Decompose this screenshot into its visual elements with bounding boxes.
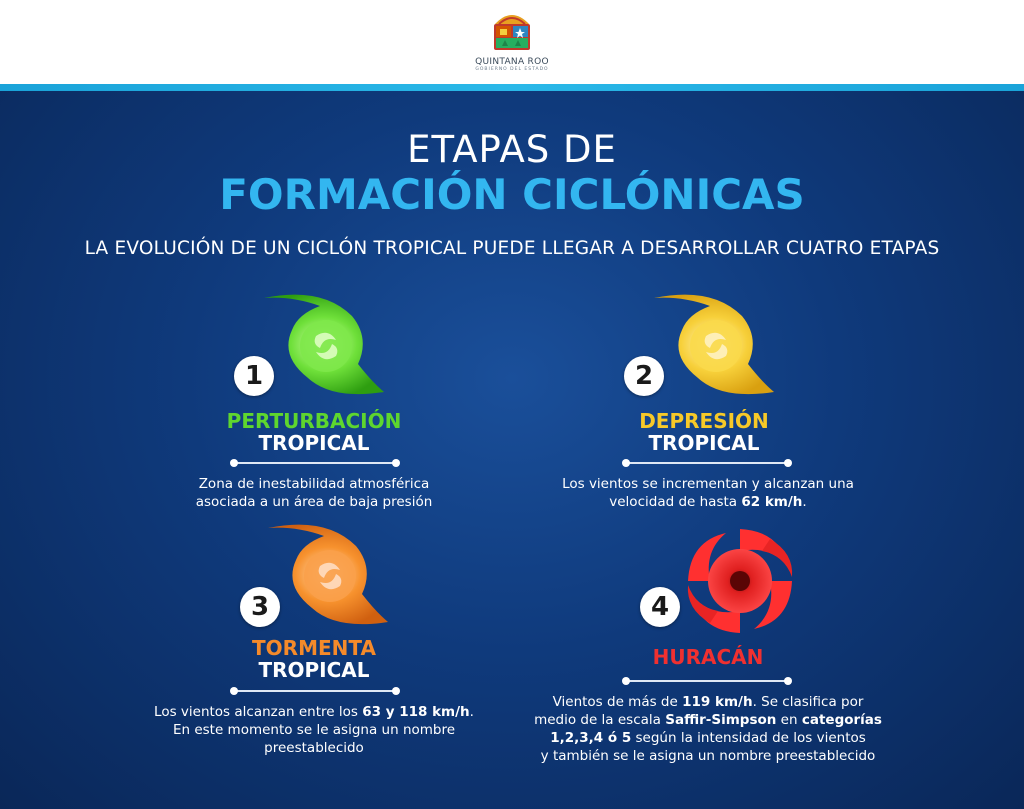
green-cyclone-icon	[262, 292, 386, 396]
stage-name-2-colored: DEPRESIÓN	[639, 409, 769, 433]
desc-3-line3: preestablecido	[264, 740, 364, 756]
quintana-roo-coat-of-arms-icon	[487, 8, 537, 56]
divider-1	[234, 462, 396, 464]
desc-2-line2-bold: 62 km/h	[741, 494, 803, 510]
stage-name-4	[598, 646, 818, 668]
header	[0, 0, 1024, 84]
logo-subtext: GOBIERNO DEL ESTADO	[475, 67, 549, 72]
stage-name-2	[594, 410, 814, 454]
stage-description-1	[160, 475, 468, 511]
desc-2-line2	[530, 493, 886, 511]
desc-4-line2-bold2: categorías	[801, 712, 882, 728]
desc-4-line1-bold: 119 km/h	[682, 694, 753, 710]
desc-2-line1: Los vientos se incrementan y alcanzan una	[562, 476, 854, 492]
title-line1: ETAPAS DE	[407, 128, 617, 171]
stage-number-3: 3	[240, 587, 280, 627]
logo-text: QUINTANA ROO	[475, 57, 549, 67]
divider-2	[626, 462, 788, 464]
desc-4-line3	[510, 729, 906, 747]
stage-description-4	[510, 693, 906, 765]
desc-3-line1-post: .	[469, 704, 474, 720]
desc-4-line2-mid: en	[776, 712, 802, 728]
stage-name-3-white: TROPICAL	[258, 658, 370, 682]
desc-4-line2	[510, 711, 906, 729]
title-line2: FORMACIÓN CICLÓNICAS	[219, 170, 805, 219]
desc-3-line1-pre: Los vientos alcanzan entre los	[154, 704, 363, 720]
header-stripe	[0, 84, 1024, 91]
desc-1-line1: Zona de inestabilidad atmosférica	[198, 476, 430, 492]
desc-3-line1-bold: 63 y 118 km/h	[362, 704, 470, 720]
yellow-cyclone-icon	[652, 292, 776, 396]
stage-description-2	[530, 475, 886, 511]
divider-3	[234, 690, 396, 692]
desc-3-line1	[134, 703, 494, 721]
subtitle: LA EVOLUCIÓN DE UN CICLÓN TROPICAL PUEDE LLEGAR A DESARROLLAR CUATRO ETAPAS	[84, 238, 940, 259]
desc-4-line1-pre: Vientos de más de	[552, 694, 683, 710]
desc-4-line2-bold1: Saffir-Simpson	[665, 712, 777, 728]
desc-4-line4: y también se le asigna un nombre preestablecido	[540, 748, 876, 764]
desc-4-line2-pre: medio de la escala	[534, 712, 666, 728]
stage-number-1: 1	[234, 356, 274, 396]
stage-description-3	[134, 703, 494, 757]
desc-4-line3-post: según la intensidad de los vientos	[631, 730, 866, 746]
divider-4	[626, 680, 788, 682]
desc-4-line1-post: . Se clasifica por	[752, 694, 864, 710]
desc-2-line2-pre: velocidad de hasta	[609, 494, 742, 510]
stage-name-3	[204, 637, 424, 681]
red-hurricane-icon	[680, 524, 800, 638]
desc-3-line2: En este momento se le asigna un nombre	[172, 722, 456, 738]
desc-2-line2-post: .	[802, 494, 807, 510]
stage-name-1	[204, 410, 424, 454]
stage-number-4: 4	[640, 587, 680, 627]
orange-cyclone-icon	[266, 522, 390, 626]
desc-4-line1	[510, 693, 906, 711]
desc-1-line2: asociada a un área de baja presión	[195, 494, 433, 510]
stage-name-3-colored: TORMENTA	[252, 636, 376, 660]
stage-name-1-colored: PERTURBACIÓN	[226, 409, 402, 433]
stage-number-2: 2	[624, 356, 664, 396]
desc-4-line3-bold: 1,2,3,4 ó 5	[550, 730, 632, 746]
stage-name-1-white: TROPICAL	[258, 431, 370, 455]
stage-name-4-colored: HURACÁN	[652, 645, 764, 669]
stage-name-2-white: TROPICAL	[648, 431, 760, 455]
